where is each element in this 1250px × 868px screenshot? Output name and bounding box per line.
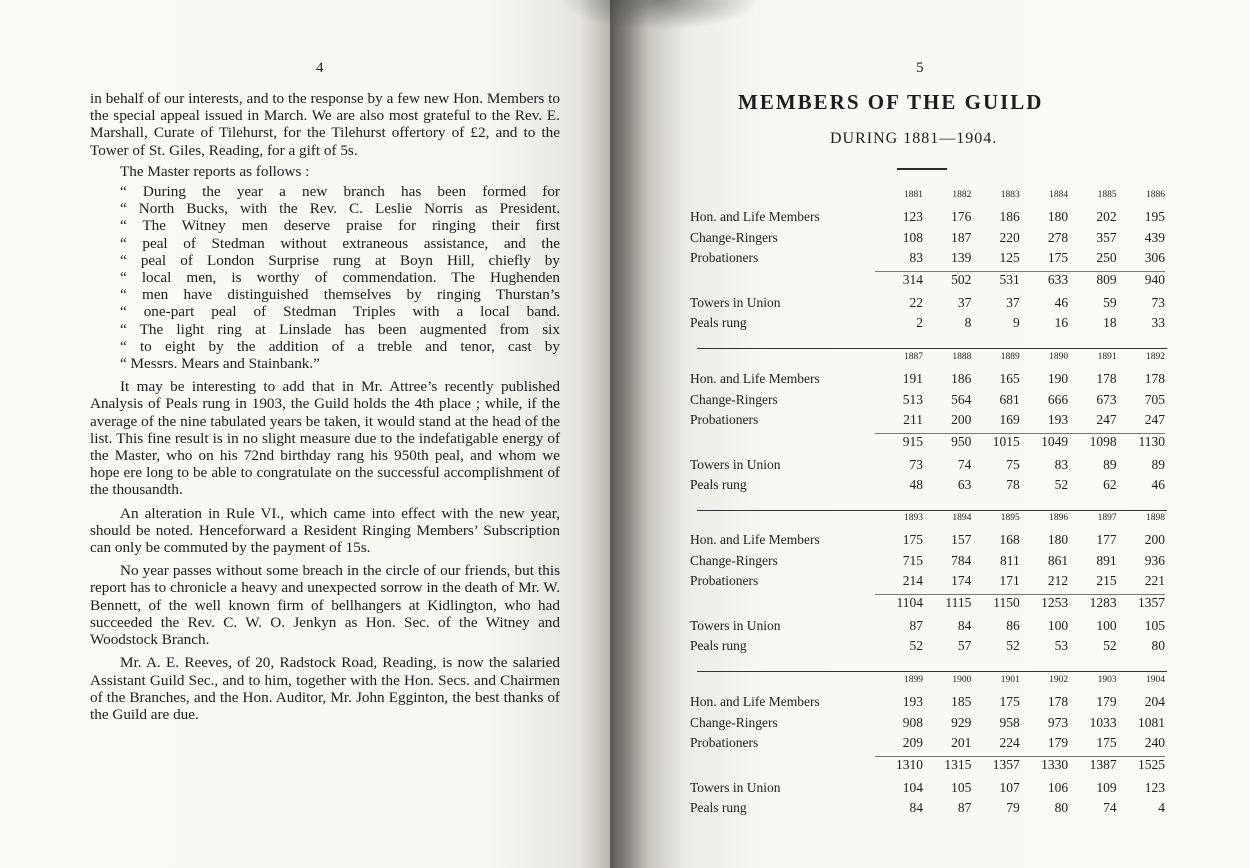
gutter-shadow	[560, 0, 760, 30]
towers-in-union-cell: 37	[957, 294, 972, 310]
members-total-cell: 1387	[1089, 756, 1117, 772]
paragraph-master-reports: The Master reports as follows :	[120, 162, 310, 180]
title-rule	[897, 168, 947, 170]
year-header-cell: 1882	[952, 190, 972, 200]
towers-in-union-cell: 100	[1096, 617, 1117, 633]
change-ringers-cell: 784	[951, 552, 972, 568]
change-ringers-values	[875, 553, 1165, 569]
probationers-cell: 247	[1096, 412, 1117, 427]
quote-line: “ peal of Stedman without extraneous assistance, and the	[120, 234, 560, 252]
change-ringers-values	[875, 392, 1165, 408]
probationers-cell: 215	[1096, 573, 1117, 588]
towers-in-union-cell: 75	[1006, 456, 1020, 472]
row-label: Probationers	[690, 573, 759, 588]
probationers-cell: 212	[1047, 573, 1069, 588]
row-label: Towers in Union	[690, 456, 781, 472]
hon-life-members-cell: 168	[999, 532, 1020, 547]
members-total-row	[690, 433, 1165, 457]
peals-rung-cell: 9	[1013, 315, 1020, 330]
peals-rung-cell: 52	[1006, 638, 1020, 653]
year-header-cell: 1892	[1145, 352, 1165, 362]
members-total-cell: 1115	[945, 594, 972, 610]
quote-line: “ men have distinguished themselves by ringing Thurstan’s	[120, 286, 560, 304]
members-total-cell: 1104	[896, 594, 923, 610]
hon-life-members-cell: 157	[951, 532, 972, 547]
probationers-values	[875, 412, 1165, 428]
row-label: Change-Ringers	[690, 229, 778, 245]
change-ringers-cell: 357	[1096, 229, 1117, 245]
row-label: Peals rung	[690, 638, 747, 653]
paragraph-rule-alteration: An alteration in Rule VI., which came into effect with the new year, should be noted. Henceforward a Resident Ringing Members’ Subscription can only be commuted by the payment of 15s.	[90, 504, 560, 557]
towers-in-union-cell: 84	[957, 617, 972, 633]
row-label: Towers in Union	[690, 617, 781, 633]
year-header-cell: 1904	[1145, 675, 1165, 685]
hon-life-members-row	[690, 371, 1165, 392]
left-page-number: 4	[316, 60, 324, 76]
towers-in-union-cell: 105	[951, 779, 972, 795]
year-header-cell: 1881	[904, 190, 923, 200]
members-total-cell: 1330	[1041, 756, 1069, 772]
year-header-cell: 1883	[1000, 190, 1020, 200]
peals-rung-cell: 16	[1054, 315, 1069, 330]
peals-rung-cell: 4	[1158, 800, 1165, 815]
right-page-number: 5	[916, 60, 924, 76]
probationers-cell: 221	[1144, 573, 1165, 588]
peals-rung-cell: 52	[1103, 638, 1117, 653]
hon-life-members-cell: 193	[902, 694, 923, 709]
towers-in-union-cell: 89	[1151, 456, 1165, 472]
towers-in-union-cell: 104	[902, 779, 923, 795]
quote-line: “ North Bucks, with the Rev. C. Leslie Norris as President.	[120, 200, 560, 218]
probationers-cell: 169	[999, 412, 1020, 427]
towers-in-union-values	[875, 618, 1165, 634]
hon-life-members-cell: 186	[999, 209, 1020, 224]
towers-in-union-cell: 87	[909, 617, 923, 633]
hon-life-members-row	[690, 694, 1165, 715]
members-total-row	[690, 756, 1165, 780]
towers-in-union-cell: 105	[1144, 617, 1165, 633]
hon-life-members-cell: 177	[1096, 532, 1117, 547]
change-ringers-cell: 891	[1096, 552, 1117, 568]
year-header-row	[690, 513, 1165, 532]
probationers-row	[690, 573, 1165, 594]
members-total-cell: 1310	[896, 756, 923, 772]
row-label: Peals rung	[690, 315, 747, 330]
year-header-cell: 1894	[952, 513, 972, 523]
year-header-cell: 1887	[904, 352, 923, 362]
peals-rung-values	[875, 638, 1165, 654]
members-total-cell: 915	[902, 433, 923, 449]
change-ringers-cell: 958	[999, 714, 1020, 730]
change-ringers-row	[690, 392, 1165, 413]
year-header-cell: 1885	[1097, 190, 1117, 200]
change-ringers-cell: 278	[1047, 229, 1069, 245]
row-label: Hon. and Life Members	[690, 532, 820, 547]
members-table-title: MEMBERS OF THE GUILD	[738, 90, 1044, 114]
peals-rung-cell: 52	[909, 638, 923, 653]
members-total-cell: 1315	[944, 756, 972, 772]
members-total-cell: 1150	[993, 594, 1020, 610]
members-total-values	[875, 756, 1165, 773]
members-table-subtitle: DURING 1881—1904.	[830, 130, 998, 147]
paragraph-peal-analysis: It may be interesting to add that in Mr. Attree’s recently published Analysis of Peals rung in 1903, the Guild holds the 4th place ; while, if the average of the nine tabulated years be taken, it would stand at the head of the list. This fine result is in no slight measure due to the indefatigable energy of the Master, who on his 72nd birthday rang his 950th peal, and whom we hope ere long to be able to congratulate on the successful accomplishment of the thousandth.	[90, 378, 560, 499]
towers-in-union-values	[875, 457, 1165, 473]
year-header-cell: 1897	[1097, 513, 1117, 523]
towers-in-union-cell: 107	[999, 779, 1020, 795]
probationers-cell: 214	[902, 573, 923, 588]
peals-rung-row	[690, 477, 1165, 498]
peals-rung-cell: 80	[1054, 800, 1069, 815]
row-label: Probationers	[690, 250, 759, 265]
towers-in-union-cell: 46	[1054, 294, 1069, 310]
year-header-cell: 1895	[1000, 513, 1020, 523]
change-ringers-cell: 1033	[1089, 714, 1117, 730]
change-ringers-cell: 513	[902, 391, 923, 407]
towers-in-union-values	[875, 295, 1165, 311]
change-ringers-cell: 811	[1000, 552, 1020, 568]
year-header-cell: 1893	[904, 513, 923, 523]
peals-rung-values	[875, 477, 1165, 493]
hon-life-members-cell: 179	[1096, 694, 1117, 709]
probationers-row	[690, 412, 1165, 433]
peals-rung-cell: 87	[957, 800, 972, 815]
members-total-cell: 1253	[1041, 594, 1069, 610]
peals-rung-cell: 57	[957, 638, 972, 653]
hon-life-members-cell: 200	[1144, 532, 1165, 547]
hon-life-members-cell: 204	[1144, 694, 1165, 709]
towers-in-union-cell: 89	[1103, 456, 1117, 472]
peals-rung-cell: 62	[1103, 477, 1117, 492]
probationers-cell: 250	[1096, 250, 1117, 265]
change-ringers-cell: 705	[1144, 391, 1165, 407]
towers-in-union-cell: 37	[1006, 294, 1020, 310]
hon-life-members-values	[875, 694, 1165, 710]
peals-rung-cell: 80	[1151, 638, 1165, 653]
probationers-cell: 247	[1144, 412, 1165, 427]
peals-rung-cell: 18	[1103, 315, 1117, 330]
row-label: Change-Ringers	[690, 391, 778, 407]
towers-in-union-row	[690, 780, 1165, 801]
left-page-body	[90, 90, 560, 723]
change-ringers-values	[875, 715, 1165, 731]
members-total-cell: 1283	[1089, 594, 1117, 610]
members-total-cell: 940	[1144, 271, 1165, 287]
year-header-cell: 1896	[1049, 513, 1069, 523]
members-total-row	[690, 594, 1165, 618]
peals-rung-cell: 84	[909, 800, 923, 815]
hon-life-members-cell: 195	[1144, 209, 1165, 224]
peals-rung-row	[690, 638, 1165, 659]
row-label: Towers in Union	[690, 779, 781, 795]
hon-life-members-cell: 175	[902, 532, 923, 547]
row-label: Probationers	[690, 735, 759, 750]
quote-line: “ to eight by the addition of a treble and tenor, cast by	[120, 337, 560, 355]
year-header-cell: 1902	[1049, 675, 1069, 685]
probationers-cell: 171	[999, 573, 1020, 588]
change-ringers-cell: 861	[1047, 552, 1069, 568]
block-separator-rule	[697, 510, 1167, 511]
members-total-cell: 1049	[1041, 433, 1069, 449]
peals-rung-cell: 79	[1006, 800, 1020, 815]
quote-line: “ one-part peal of Stedman Triples with a local band.	[120, 303, 560, 321]
master-report-quote	[90, 183, 560, 372]
change-ringers-cell: 1081	[1137, 714, 1165, 730]
change-ringers-cell: 908	[902, 714, 923, 730]
towers-in-union-cell: 100	[1047, 617, 1069, 633]
peals-rung-cell: 53	[1054, 638, 1069, 653]
change-ringers-values	[875, 230, 1165, 246]
probationers-cell: 83	[909, 250, 923, 265]
peals-rung-cell: 48	[909, 477, 923, 492]
year-header-row	[690, 190, 1165, 209]
row-label: Hon. and Life Members	[690, 694, 820, 709]
probationers-cell: 200	[951, 412, 972, 427]
year-header-cell: 1886	[1145, 190, 1165, 200]
row-label: Change-Ringers	[690, 714, 778, 730]
change-ringers-cell: 220	[999, 229, 1020, 245]
year-header-row	[690, 675, 1165, 694]
probationers-cell: 306	[1144, 250, 1165, 265]
quote-line: “ The light ring at Linslade has been augmented from six	[120, 320, 560, 338]
peals-rung-values	[875, 315, 1165, 331]
members-block	[690, 352, 1165, 498]
peals-rung-values	[875, 800, 1165, 816]
block-separator-rule	[697, 671, 1167, 672]
members-total-cell: 1015	[992, 433, 1020, 449]
probationers-cell: 211	[903, 412, 923, 427]
year-header-values	[875, 675, 1165, 685]
members-block	[690, 675, 1165, 821]
change-ringers-cell: 936	[1144, 552, 1165, 568]
quote-line: “ During the year a new branch has been formed for	[120, 183, 560, 201]
change-ringers-cell: 187	[951, 229, 972, 245]
quote-line: “ local men, is worthy of commendation. The Hughenden	[120, 269, 560, 287]
year-header-cell: 1901	[1000, 675, 1020, 685]
year-header-values	[875, 190, 1165, 200]
change-ringers-cell: 108	[902, 229, 923, 245]
probationers-cell: 193	[1047, 412, 1069, 427]
hon-life-members-cell: 176	[951, 209, 972, 224]
hon-life-members-values	[875, 371, 1165, 387]
change-ringers-cell: 673	[1096, 391, 1117, 407]
year-header-cell: 1884	[1049, 190, 1069, 200]
hon-life-members-cell: 185	[951, 694, 972, 709]
hon-life-members-cell: 165	[999, 371, 1020, 386]
probationers-cell: 175	[1096, 735, 1117, 750]
hon-life-members-cell: 180	[1047, 532, 1069, 547]
probationers-values	[875, 735, 1165, 751]
towers-in-union-cell: 59	[1103, 294, 1117, 310]
block-separator-rule	[697, 348, 1167, 349]
probationers-cell: 240	[1144, 735, 1165, 750]
hon-life-members-values	[875, 532, 1165, 548]
paragraph-reeves-thanks: Mr. A. E. Reeves, of 20, Radstock Road, Reading, is now the salaried Assistant Guild Sec., and to him, together with the Hon. Secs. and Chairmen of the Branches, and the Hon. Auditor, Mr. John Egginton, the best thanks of the Guild are due.	[90, 654, 560, 723]
left-page	[0, 0, 610, 868]
towers-in-union-cell: 73	[909, 456, 923, 472]
change-ringers-row	[690, 553, 1165, 574]
members-total-cell: 1130	[1138, 433, 1165, 449]
row-label: Hon. and Life Members	[690, 209, 820, 224]
members-total-cell: 633	[1047, 271, 1069, 287]
probationers-cell: 209	[902, 735, 923, 750]
peals-rung-cell: 46	[1151, 477, 1165, 492]
towers-in-union-cell: 73	[1151, 294, 1165, 310]
probationers-cell: 139	[951, 250, 972, 265]
hon-life-members-cell: 180	[1047, 209, 1069, 224]
paragraph-bennett-obituary: No year passes without some breach in the circle of our friends, but this report has to chronicle a heavy and unexpected sorrow in the death of Mr. W. Bennett, of the well known firm of bellhangers at Kidlington, who had succeeded the Rev. C. W. O. Jenkyn as Hon. Sec. of the Witney and Woodstock Branch.	[90, 562, 560, 649]
probationers-cell: 125	[999, 250, 1020, 265]
year-header-values	[875, 513, 1165, 523]
towers-in-union-cell: 109	[1096, 779, 1117, 795]
quote-line: “ The Witney men deserve praise for ringing their first	[120, 217, 560, 235]
peals-rung-cell: 63	[957, 477, 972, 492]
year-header-cell: 1889	[1000, 352, 1020, 362]
row-label: Hon. and Life Members	[690, 371, 820, 386]
members-total-row	[690, 271, 1165, 295]
year-header-row	[690, 352, 1165, 371]
peals-rung-cell: 74	[1103, 800, 1117, 815]
peals-rung-row	[690, 315, 1165, 336]
towers-in-union-cell: 86	[1006, 617, 1020, 633]
probationers-cell: 201	[951, 735, 972, 750]
hon-life-members-cell: 178	[1047, 694, 1069, 709]
hon-life-members-row	[690, 532, 1165, 553]
members-total-cell: 531	[999, 271, 1020, 287]
hon-life-members-cell: 175	[999, 694, 1020, 709]
year-header-cell: 1899	[904, 675, 923, 685]
peals-rung-cell: 8	[964, 315, 972, 330]
row-label: Probationers	[690, 412, 759, 427]
peals-rung-cell: 33	[1151, 315, 1165, 330]
year-header-cell: 1890	[1049, 352, 1069, 362]
year-header-cell: 1898	[1145, 513, 1165, 523]
change-ringers-cell: 715	[902, 552, 923, 568]
change-ringers-cell: 973	[1047, 714, 1069, 730]
probationers-values	[875, 573, 1165, 589]
hon-life-members-cell: 190	[1047, 371, 1069, 386]
towers-in-union-cell: 74	[957, 456, 972, 472]
change-ringers-cell: 439	[1144, 229, 1165, 245]
probationers-cell: 224	[999, 735, 1020, 750]
probationers-cell: 174	[951, 573, 972, 588]
change-ringers-cell: 681	[999, 391, 1020, 407]
peals-rung-cell: 52	[1054, 477, 1069, 492]
change-ringers-row	[690, 230, 1165, 251]
change-ringers-cell: 929	[951, 714, 972, 730]
peals-rung-row	[690, 800, 1165, 821]
row-label: Peals rung	[690, 477, 747, 492]
probationers-values	[875, 250, 1165, 266]
towers-in-union-cell: 83	[1054, 456, 1069, 472]
members-total-cell: 950	[951, 433, 972, 449]
towers-in-union-row	[690, 295, 1165, 316]
change-ringers-row	[690, 715, 1165, 736]
members-block	[690, 190, 1165, 336]
quote-line: “ Messrs. Mears and Stainbank.”	[120, 355, 320, 373]
towers-in-union-cell: 22	[909, 294, 923, 310]
members-total-values	[875, 271, 1165, 288]
peals-rung-cell: 78	[1006, 477, 1020, 492]
quote-line: “ peal of London Surprise rung at Boyn Hill, chiefly by	[120, 251, 560, 269]
row-label: Towers in Union	[690, 294, 781, 310]
hon-life-members-cell: 178	[1144, 371, 1165, 386]
towers-in-union-row	[690, 457, 1165, 478]
change-ringers-cell: 666	[1047, 391, 1069, 407]
probationers-cell: 175	[1047, 250, 1069, 265]
row-label: Peals rung	[690, 800, 747, 815]
members-total-cell: 1357	[1137, 594, 1165, 610]
towers-in-union-cell: 123	[1144, 779, 1165, 795]
year-header-cell: 1900	[952, 675, 972, 685]
peals-rung-cell: 2	[916, 315, 923, 330]
hon-life-members-cell: 186	[951, 371, 972, 386]
probationers-row	[690, 250, 1165, 271]
members-block	[690, 513, 1165, 659]
paragraph-appeal: in behalf of our interests, and to the response by a few new Hon. Members to the special appeal issued in March. We are also most grateful to the Rev. E. Marshall, Curate of Tilehurst, for the Tilehurst offertory of £2, and to the Tower of St. Giles, Reading, for a gift of 5s.	[90, 90, 560, 159]
members-total-values	[875, 594, 1165, 611]
hon-life-members-cell: 123	[902, 209, 923, 224]
members-total-cell: 1525	[1137, 756, 1165, 772]
hon-life-members-values	[875, 209, 1165, 225]
hon-life-members-cell: 202	[1096, 209, 1117, 224]
towers-in-union-row	[690, 618, 1165, 639]
members-total-cell: 1098	[1089, 433, 1117, 449]
year-header-values	[875, 352, 1165, 362]
members-total-cell: 502	[951, 271, 972, 287]
year-header-cell: 1888	[952, 352, 972, 362]
hon-life-members-row	[690, 209, 1165, 230]
change-ringers-cell: 564	[951, 391, 972, 407]
members-total-cell: 1357	[992, 756, 1020, 772]
members-total-cell: 809	[1096, 271, 1117, 287]
probationers-cell: 179	[1047, 735, 1069, 750]
probationers-row	[690, 735, 1165, 756]
row-label: Change-Ringers	[690, 552, 778, 568]
towers-in-union-values	[875, 780, 1165, 796]
hon-life-members-cell: 191	[902, 371, 923, 386]
members-total-values	[875, 433, 1165, 450]
towers-in-union-cell: 106	[1047, 779, 1069, 795]
members-total-cell: 314	[902, 271, 923, 287]
year-header-cell: 1903	[1097, 675, 1117, 685]
hon-life-members-cell: 178	[1096, 371, 1117, 386]
year-header-cell: 1891	[1097, 352, 1117, 362]
